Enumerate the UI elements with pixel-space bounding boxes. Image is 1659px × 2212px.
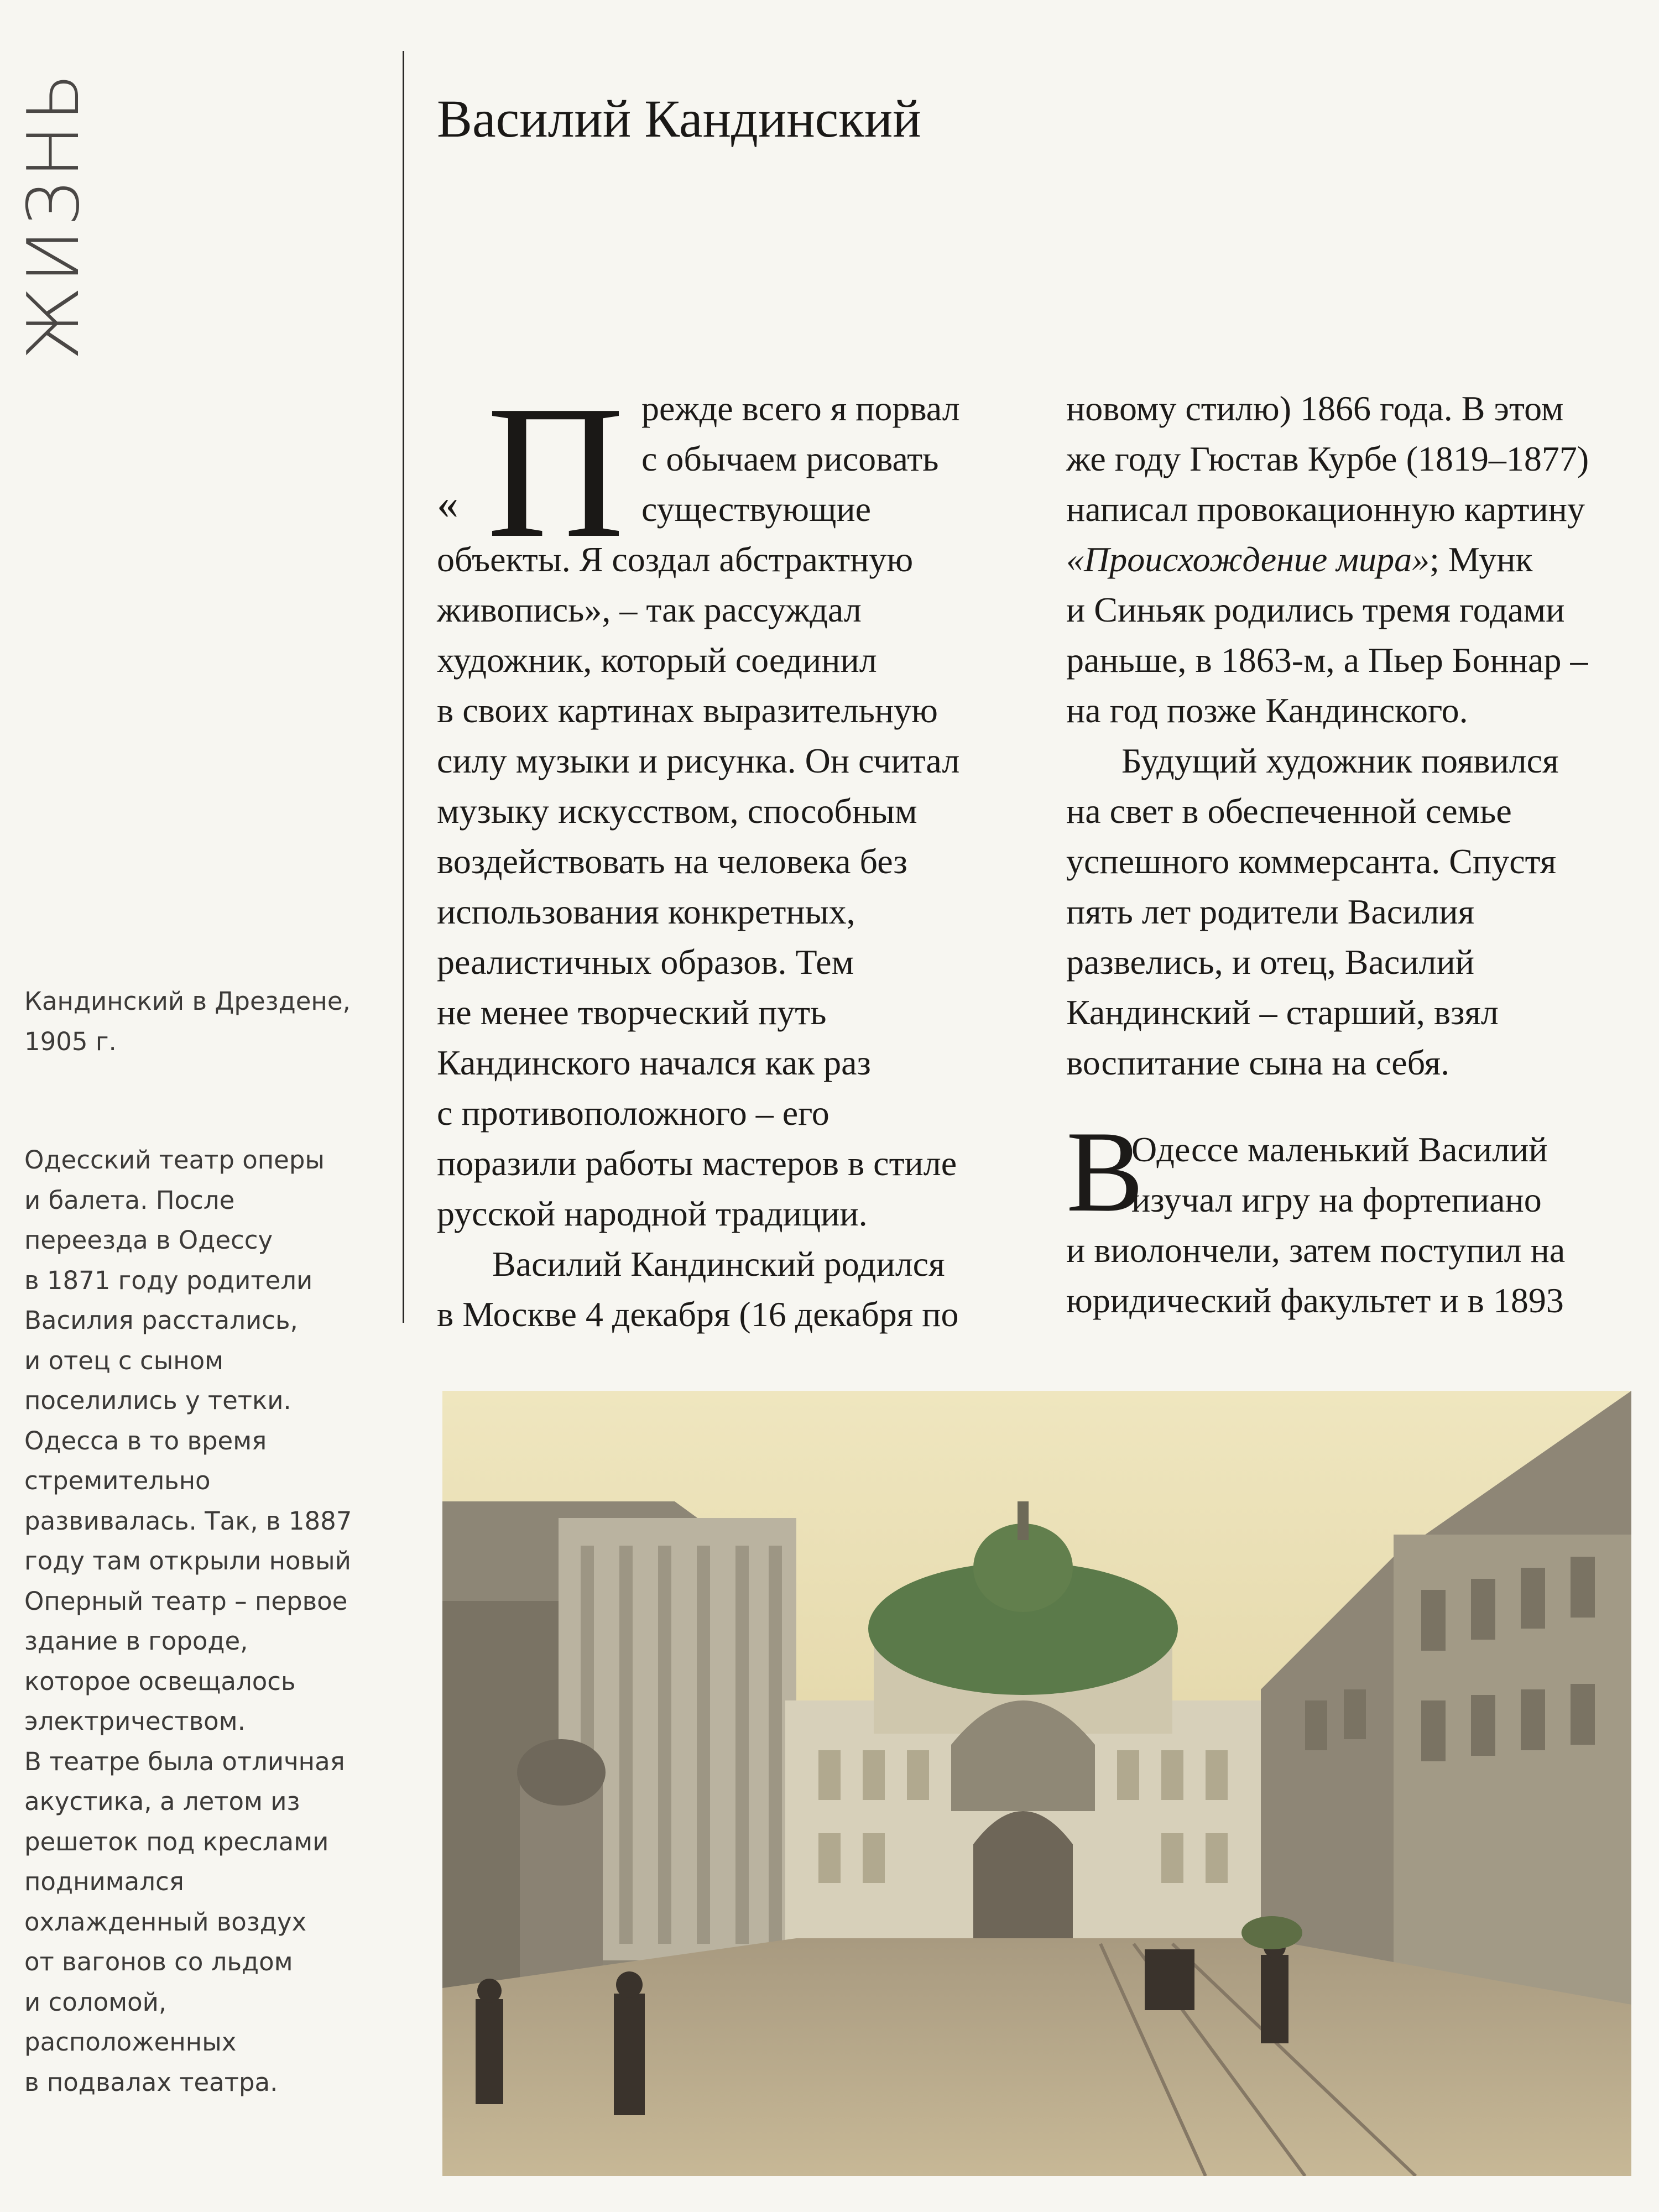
text-line: режде всего я порвал: [641, 389, 960, 428]
quote-mark: «: [437, 479, 458, 528]
caption-line: поднимался: [24, 1867, 184, 1896]
caption-line: охлажденный воздух: [24, 1907, 307, 1937]
text-line: реалистичных образов. Тем: [437, 942, 854, 982]
caption-line: и соломой,: [24, 1987, 167, 2017]
caption-theatre: [24, 1140, 378, 2103]
text-line: же году Гюстав Курбе (1819–1877): [1066, 439, 1589, 478]
text-line: развелись, и отец, Василий: [1066, 942, 1474, 982]
drop-cap-block: [1066, 1108, 1630, 1236]
caption-line: расположенных: [24, 2027, 237, 2057]
text-line: успешного коммерсанта. Спустя: [1066, 842, 1557, 881]
text-line: и Синьяк родились тремя годами: [1066, 590, 1565, 629]
text-line: Будущий художник появился: [1121, 741, 1559, 780]
text-line: написал провокационную картину: [1066, 489, 1585, 529]
text-line: раньше, в 1863-м, а Пьер Боннар –: [1066, 640, 1588, 680]
text-line: Василий Кандинский родился: [492, 1244, 945, 1284]
caption-line: поселились у тетки.: [24, 1386, 291, 1415]
drop-cap: П: [487, 366, 625, 577]
text-line: использования конкретных,: [437, 892, 855, 931]
text-line: на свет в обеспеченной семье: [1066, 791, 1512, 831]
caption-portrait: [24, 982, 378, 1062]
body-column-left: [437, 366, 990, 1339]
text-line: пять лет родители Василия: [1066, 892, 1475, 931]
caption-line: развивалась. Так, в 1887: [24, 1506, 352, 1536]
drop-cap-lines: [641, 383, 960, 534]
text-line: [1066, 534, 1630, 585]
text-line: юридический факультет и в 1893: [1066, 1281, 1564, 1320]
drop-cap: В: [1066, 1108, 1144, 1236]
caption-line: которое освещалось: [24, 1666, 296, 1696]
text-line: изучал игру на фортепиано: [1131, 1180, 1542, 1219]
vertical-divider: [403, 51, 404, 1323]
text-line: живопись», – так рассуждал: [437, 590, 862, 629]
body-column-right: [1066, 383, 1630, 1326]
text-fragment: ; Мунк: [1430, 540, 1533, 579]
text-line: на год позже Кандинского.: [1066, 691, 1468, 730]
page-title: Василий Кандинский: [437, 89, 921, 148]
caption-line: здание в городе,: [24, 1626, 248, 1656]
caption-line: переезда в Одессу: [24, 1225, 273, 1255]
text-line: не менее творческий путь: [437, 993, 827, 1032]
caption-line: году там открыли новый: [24, 1546, 351, 1575]
caption-line: Василия расстались,: [24, 1306, 298, 1335]
caption-line: стремительно: [24, 1466, 211, 1495]
caption-line: и отец с сыном: [24, 1345, 224, 1375]
caption-line: Оперный театр – первое: [24, 1586, 348, 1616]
drop-cap-lines: [1131, 1124, 1548, 1225]
caption-line: и балета. После: [24, 1185, 235, 1215]
theatre-portal: [973, 1811, 1073, 1944]
caption-line: 1905 г.: [24, 1026, 117, 1056]
text-line: поразили работы мастеров в стиле: [437, 1144, 957, 1183]
caption-line: решеток под креслами: [24, 1827, 329, 1856]
text-line: русской народной традиции.: [437, 1194, 868, 1233]
photo-illustration: [442, 1391, 1631, 2176]
text-line: Кандинского начался как раз: [437, 1043, 871, 1082]
caption-line: электричеством.: [24, 1707, 246, 1736]
text-line: с обычаем рисовать: [641, 439, 939, 478]
text-line: в своих картинах выразительную: [437, 691, 938, 730]
text-line: с противоположного – его: [437, 1093, 830, 1133]
caption-line: В театре была отличная: [24, 1746, 345, 1776]
kiosk-dome: [517, 1739, 606, 1806]
caption-line: акустика, а летом из: [24, 1787, 300, 1816]
artwork-title: «Происхождение мира»: [1066, 540, 1430, 579]
caption-line: в 1871 году родители: [24, 1265, 313, 1295]
cupola-spire: [1018, 1501, 1029, 1540]
text-line: объекты. Я создал абстрактную: [437, 540, 914, 579]
section-label-text: ЖИЗНЬ: [13, 69, 95, 360]
text-line: новому стилю) 1866 года. В этом: [1066, 389, 1564, 428]
text-line: Кандинский – старший, взял: [1066, 993, 1499, 1032]
caption-line: Одесский театр оперы: [24, 1145, 325, 1175]
text-line: в Москве 4 декабря (16 декабря по: [437, 1295, 959, 1334]
caption-line: Одесса в то время: [24, 1426, 267, 1455]
text-line: существующие: [641, 489, 871, 529]
green-bundle: [1241, 1916, 1302, 1949]
text-line: силу музыки и рисунка. Он считал: [437, 741, 960, 780]
section-label: [11, 69, 97, 360]
text-line: музыку искусством, способным: [437, 791, 917, 831]
caption-line: от вагонов со льдом: [24, 1947, 293, 1976]
caption-line: в подвалах театра.: [24, 2067, 278, 2097]
caption-line: Кандинский в Дрездене,: [24, 987, 351, 1016]
text-line: Одессе маленький Василий: [1131, 1130, 1548, 1169]
text-line: воспитание сына на себя.: [1066, 1043, 1450, 1082]
odessa-opera-photo: [442, 1391, 1631, 2176]
text-line: художник, который соединил: [437, 640, 877, 680]
text-line: и виолончели, затем поступил на: [1066, 1230, 1566, 1270]
text-line: воздействовать на человека без: [437, 842, 907, 881]
